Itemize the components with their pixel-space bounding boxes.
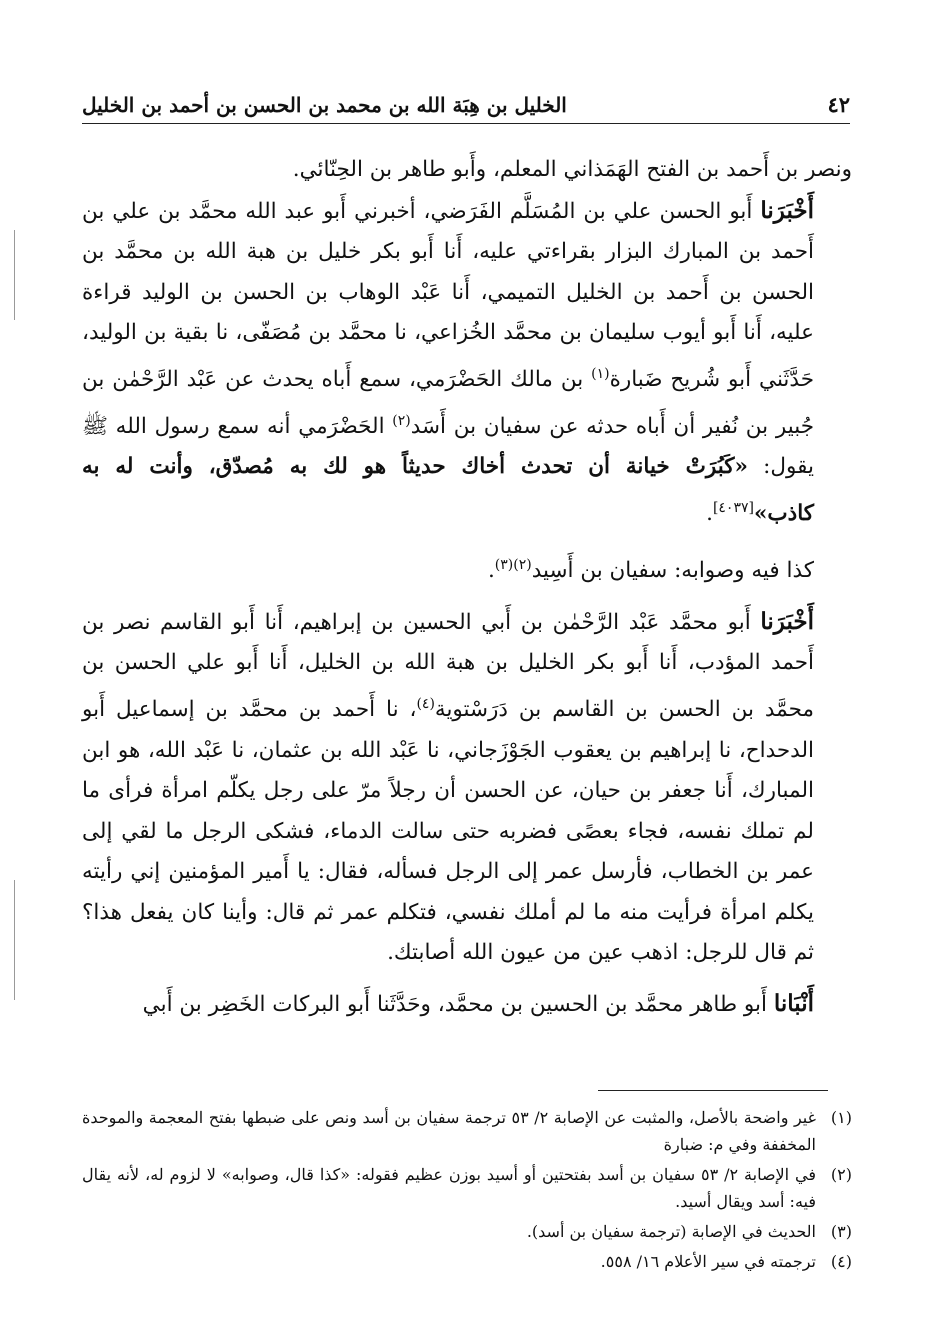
footnote-ref: (٢)(٣) [494,556,532,573]
page-number: ٤٢ [827,92,850,117]
footnote-ref: (١) [591,365,610,382]
paragraph-text: أَبو الحسن علي بن المُسَلَّم الفَرَضي، أخبرني أَبو عبد الله محمَّد بن علي بن أَحمد بن المبارك البزار بقراءتي عليه، أَنا أَبو بكر خليل بن هبة الله بن محمَّد بن الحسن بن أَحمد بن الخليل التميمي، أَنا عَبْد الوهاب بن الحسن بن الوليد قراءة عليه، أَنا أَبو أيوب سليمان بن محمَّد الخُزاعي، نا محمَّد بن مُصَفّى، نا بقية بن الوليد، حَدَّثَني أَبو شُريح ضَبارة [82,198,814,393]
paragraph-lead-word: أَخْبَرَنا [760,607,814,635]
footnote-number: (٤) [830,1252,852,1271]
footnote-number: (٣) [830,1222,852,1241]
paragraph-lead-word: أَخْبَرَنا [760,196,815,224]
paragraph-5 [82,984,852,1026]
footnote-text: في الإصابة ٢/ ٥٣ سفيان بن أسد بفتحتين أو أسيد بوزن عظيم فقوله: «كذا قال، وصوابه» لا لزوم له، لأنه يقال فيه: أسد ويقال أسيد. [82,1165,817,1211]
footnote-ref: (٢) [392,412,411,429]
footnote-text: ترجمته في سير الأعلام ١٦/ ٥٥٨. [600,1252,816,1271]
paragraph-text: كذا فيه وصوابه: سفيان بن أَسِيد [531,557,814,583]
page-header [82,86,850,124]
paragraph-text: أَبو طاهر محمَّد بن الحسين بن محمَّد، وحَدَّثَنا أَبو البركات الخَضِر بن أَبي [142,992,767,1018]
footnote-text: غير واضحة بالأصل، والمثبت عن الإصابة ٢/ ٥٣ ترجمة سفيان بن أسد ونص على ضبطها بفتح المعجمة والموحدة المخففة وفي م: ضبارة [82,1108,817,1154]
paragraph-3 [82,545,852,592]
hadith-quote: «كَبُرَتْ خيانة أن تحدث أخاك حديثاً هو لك به مُصدّق، وأنت له به كاذب» [82,454,814,527]
paragraph-text-continued: بن مالك الحَضْرَمي، سمع أَباه يحدث عن عَبْد الرَّحْمٰن بن جُبير بن نُفير أن أَباه حدثه عن سفيان بن أَسَد [82,367,814,439]
footnote-ref: (٤) [416,695,435,712]
footnote-4 [82,1248,852,1275]
scan-margin-line [14,230,15,320]
footnote-number: (٢) [830,1165,852,1184]
paragraph-4 [82,602,852,975]
main-text [82,150,852,1026]
footnote-3 [82,1218,852,1245]
scan-margin-line [14,880,15,1000]
paragraph-2 [82,191,852,535]
paragraph-text: أَبو محمَّد عَبْد الرَّحْمٰن بن أَبي الحسين بن إبراهيم، أَنا أَبو القاسم نصر بن أَحمد المؤدب، أَنا أَبو بكر الخليل بن هبة الله بن الخليل، أَنا أَبو علي الحسن بن محمَّد بن الحسن بن القاسم بن دَرَسْتوية [82,609,814,722]
footnote-2 [82,1161,852,1215]
paragraph-text-continued: الحَضْرَمي أنه سمع رسول الله ﷺ يقول: [82,413,814,480]
footnotes [82,1104,852,1278]
footnote-1 [82,1104,852,1158]
paragraph-lead-word: أَنْبَانا [773,990,814,1018]
footnote-text: الحديث في الإصابة (ترجمة سفيان بن أسد). [526,1222,816,1241]
hadith-number: [٤٠٣٧] [712,500,754,517]
paragraph-text: ونصر بن أَحمد بن الفتح الهَمَذاني المعلم، وأَبو طاهر بن الحِنّائي. [292,157,852,182]
paragraph-1 [82,150,852,191]
paragraph-text-continued: ، نا أَحمد بن محمَّد بن إسماعيل أَبو الدحداح، نا إبراهيم بن يعقوب الجَوْزَجاني، نا عَبْد الله بن عثمان، نا عَبْد الله، هو ابن المبارك، أَنا جعفر بن حيان، عن الحسن أن رجلاً مرّ على رجل يكلّم امرأة فرأى ما لم تملك نفسه، فجاء بعصًى فضربه حتى سالت الدماء، فشكى الرجل ما لقي إلى عمر بن الخطاب، فأرسل عمر إلى الرجل فسأله، فقال: يا أَمير المؤمنين إني رأيته يكلم امرأة فرأيت منه ما لم أملك نفسي، فتكلم عمر ثم قال: وأينا كان يفعل هذا؟ ثم قال للرجل: اذهب عين من عيون الله أصابتك. [82,696,814,966]
footnote-separator [598,1090,828,1091]
paragraph-end-mark: . [706,501,713,527]
paragraph-end-mark: . [487,557,495,583]
running-title: الخليل بن هِبَة الله بن محمد بن الحسن بن أحمد بن الخليل [82,93,567,117]
footnote-number: (١) [830,1108,852,1127]
